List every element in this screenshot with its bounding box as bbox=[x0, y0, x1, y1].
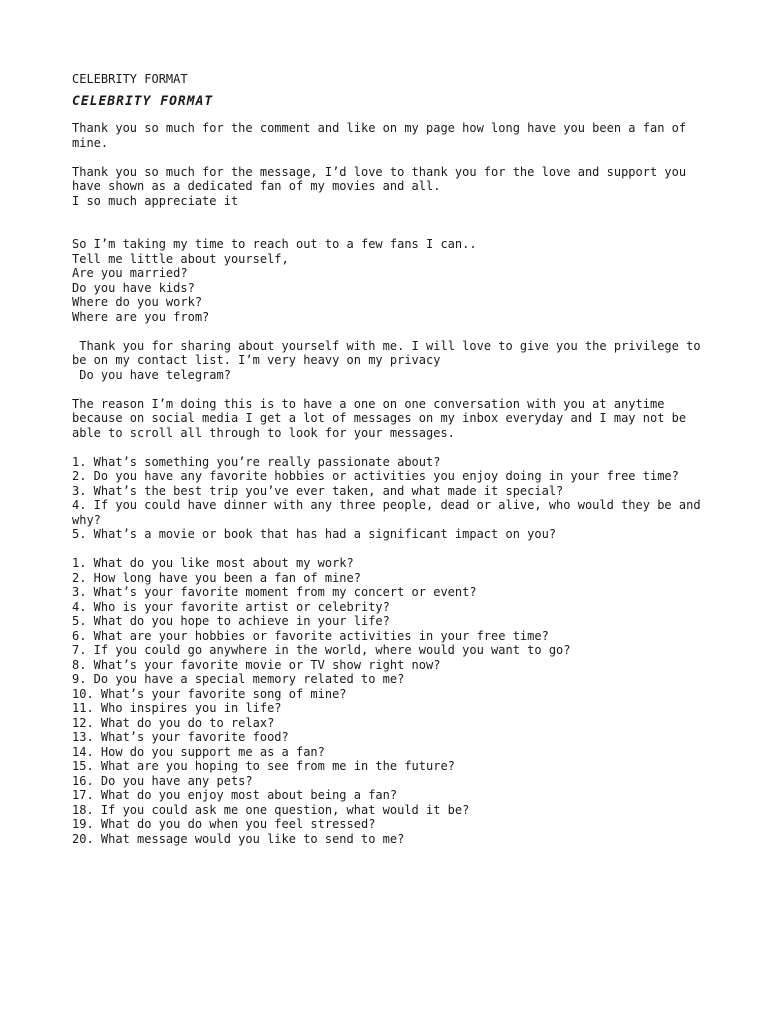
paragraph-line: Where do you work? bbox=[72, 295, 203, 309]
list-item: 17. What do you enjoy most about being a fan? bbox=[72, 788, 398, 802]
paragraph-line: Are you married? bbox=[72, 266, 188, 280]
list-item: 11. Who inspires you in life? bbox=[72, 701, 282, 715]
list-item: 1. What’s something you’re really passionate about? bbox=[72, 454, 441, 469]
paragraph-privacy bbox=[72, 339, 712, 383]
paragraph-line: The reason I’m doing this is to have a one on one conversation with you at anytime because on social media I get a lot of messages on my inbox everyday and I may not be able to scroll all through to look for your messages. bbox=[72, 396, 694, 440]
paragraph-reason bbox=[72, 397, 712, 441]
list-item: 5. What’s a movie or book that has had a significant impact on you? bbox=[72, 527, 557, 541]
list-item: 1. What do you like most about my work? bbox=[72, 556, 354, 570]
list-item: 20. What message would you like to send to me? bbox=[72, 831, 405, 846]
paragraph-line: Thank you so much for the comment and like on my page how long have you been a fan of mine. bbox=[72, 121, 694, 150]
list-item: 8. What’s your favorite movie or TV show right now? bbox=[72, 657, 441, 672]
paragraph-line: Where are you from? bbox=[72, 309, 210, 324]
paragraph-comment-thanks bbox=[72, 121, 712, 150]
paragraph-line: Do you have telegram? bbox=[72, 367, 231, 382]
list-item: 2. Do you have any favorite hobbies or activities you enjoy doing in your free time? bbox=[72, 469, 679, 483]
paragraph-line: Do you have kids? bbox=[72, 280, 195, 295]
list-item: 13. What’s your favorite food? bbox=[72, 730, 289, 744]
paragraph-message-thanks bbox=[72, 165, 712, 209]
list-item: 4. Who is your favorite artist or celebrity? bbox=[72, 599, 390, 614]
list-item: 5. What do you hope to achieve in your life? bbox=[72, 614, 390, 628]
list-item: 16. Do you have any pets? bbox=[72, 773, 253, 788]
list-item: 2. How long have you been a fan of mine? bbox=[72, 570, 361, 585]
list-item: 10. What’s your favorite song of mine? bbox=[72, 686, 347, 701]
list-item: 12. What do you do to relax? bbox=[72, 715, 275, 730]
paragraph-line: I so much appreciate it bbox=[72, 193, 239, 208]
question-list-fan bbox=[72, 556, 712, 846]
paragraph-reach-out bbox=[72, 237, 712, 324]
list-item: 6. What are your hobbies or favorite activities in your free time? bbox=[72, 628, 549, 643]
list-item: 7. If you could go anywhere in the world, where would you want to go? bbox=[72, 643, 571, 657]
document-page bbox=[72, 72, 712, 861]
question-list-general bbox=[72, 455, 712, 542]
paragraph-line: Thank you so much for the message, I’d love to thank you for the love and support you have shown as a dedicated fan of my movies and all. bbox=[72, 164, 694, 193]
paragraph-line: Thank you for sharing about yourself with me. I will love to give you the privilege to be on my contact list. I’m very heavy on my privacy bbox=[72, 338, 708, 367]
list-item: 3. What’s the best trip you’ve ever taken, and what made it special? bbox=[72, 483, 564, 498]
list-item: 4. If you could have dinner with any three people, dead or alive, who would they be and why? bbox=[72, 498, 708, 527]
list-item: 15. What are you hoping to see from me in the future? bbox=[72, 759, 455, 773]
list-item: 14. How do you support me as a fan? bbox=[72, 744, 325, 759]
paragraph-line: Tell me little about yourself, bbox=[72, 251, 289, 266]
document-header: CELEBRITY FORMAT bbox=[72, 72, 188, 86]
list-item: 3. What’s your favorite moment from my concert or event? bbox=[72, 585, 477, 599]
paragraph-line: So I’m taking my time to reach out to a few fans I can.. bbox=[72, 237, 477, 251]
list-item: 19. What do you do when you feel stressed? bbox=[72, 817, 376, 831]
document-title: CELEBRITY FORMAT bbox=[72, 93, 214, 109]
list-item: 9. Do you have a special memory related to me? bbox=[72, 672, 405, 686]
list-item: 18. If you could ask me one question, what would it be? bbox=[72, 802, 470, 817]
